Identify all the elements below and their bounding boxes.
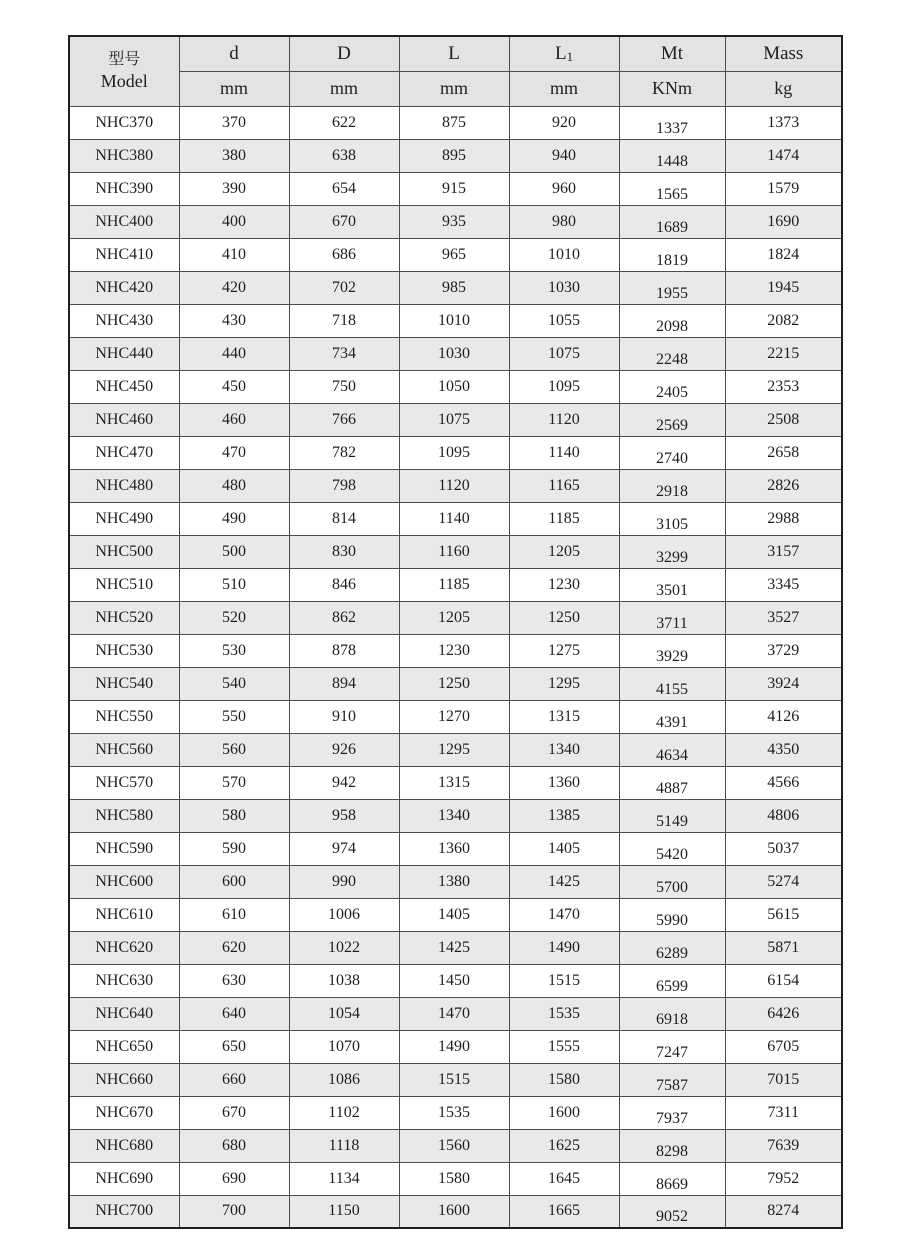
value-cell: 862 (289, 601, 399, 634)
value-cell: 766 (289, 403, 399, 436)
value-cell: 590 (179, 832, 289, 865)
value-cell: 1337 (619, 106, 725, 139)
table-row (69, 601, 842, 634)
value-cell: 2082 (725, 304, 842, 337)
model-cell: NHC690 (69, 1162, 179, 1195)
value-cell: 1600 (399, 1195, 509, 1228)
value-cell: 4350 (725, 733, 842, 766)
table-row (69, 370, 842, 403)
value-cell: 380 (179, 139, 289, 172)
value-cell: 2508 (725, 403, 842, 436)
value-cell: 638 (289, 139, 399, 172)
model-cell: NHC480 (69, 469, 179, 502)
value-cell: 3345 (725, 568, 842, 601)
value-cell: 1070 (289, 1030, 399, 1063)
value-cell: 7247 (619, 1030, 725, 1063)
table-row (69, 535, 842, 568)
value-cell: 1160 (399, 535, 509, 568)
value-cell: 1824 (725, 238, 842, 271)
value-cell: 1275 (509, 634, 619, 667)
value-cell: 1360 (399, 832, 509, 865)
value-cell: 1205 (509, 535, 619, 568)
value-cell: 1075 (399, 403, 509, 436)
value-cell: 1030 (399, 337, 509, 370)
value-cell: 702 (289, 271, 399, 304)
table-row (69, 106, 842, 139)
value-cell: 630 (179, 964, 289, 997)
model-cell: NHC560 (69, 733, 179, 766)
table-row (69, 733, 842, 766)
value-cell: 3501 (619, 568, 725, 601)
value-cell: 6599 (619, 964, 725, 997)
value-cell: 1134 (289, 1162, 399, 1195)
unit-d: mm (179, 71, 289, 106)
value-cell: 654 (289, 172, 399, 205)
model-cell: NHC700 (69, 1195, 179, 1228)
value-cell: 1490 (509, 931, 619, 964)
value-cell: 1022 (289, 931, 399, 964)
table-header (69, 36, 842, 106)
value-cell: 1270 (399, 700, 509, 733)
value-cell: 2569 (619, 403, 725, 436)
model-cell: NHC490 (69, 502, 179, 535)
value-cell: 560 (179, 733, 289, 766)
value-cell: 1118 (289, 1129, 399, 1162)
table-row (69, 1096, 842, 1129)
value-cell: 410 (179, 238, 289, 271)
value-cell: 5700 (619, 865, 725, 898)
model-cell: NHC550 (69, 700, 179, 733)
table-row (69, 436, 842, 469)
value-cell: 1555 (509, 1030, 619, 1063)
value-cell: 2918 (619, 469, 725, 502)
value-cell: 1819 (619, 238, 725, 271)
value-cell: 5274 (725, 865, 842, 898)
col-header-d: d (179, 36, 289, 71)
model-cell: NHC580 (69, 799, 179, 832)
value-cell: 1515 (399, 1063, 509, 1096)
value-cell: 1250 (509, 601, 619, 634)
value-cell: 1450 (399, 964, 509, 997)
table-row (69, 865, 842, 898)
value-cell: 622 (289, 106, 399, 139)
value-cell: 920 (509, 106, 619, 139)
value-cell: 3527 (725, 601, 842, 634)
value-cell: 1315 (509, 700, 619, 733)
table-row (69, 1195, 842, 1228)
value-cell: 5990 (619, 898, 725, 931)
value-cell: 470 (179, 436, 289, 469)
value-cell: 782 (289, 436, 399, 469)
value-cell: 6154 (725, 964, 842, 997)
value-cell: 1385 (509, 799, 619, 832)
value-cell: 1102 (289, 1096, 399, 1129)
value-cell: 686 (289, 238, 399, 271)
table-row (69, 1129, 842, 1162)
value-cell: 1955 (619, 271, 725, 304)
model-header-zh: 型号 (108, 51, 141, 68)
value-cell: 3157 (725, 535, 842, 568)
value-cell: 580 (179, 799, 289, 832)
value-cell: 1579 (725, 172, 842, 205)
value-cell: 734 (289, 337, 399, 370)
value-cell: 2098 (619, 304, 725, 337)
value-cell: 1140 (399, 502, 509, 535)
value-cell: 390 (179, 172, 289, 205)
table-row (69, 964, 842, 997)
value-cell: 878 (289, 634, 399, 667)
table-row (69, 502, 842, 535)
value-cell: 894 (289, 667, 399, 700)
table-row (69, 766, 842, 799)
value-cell: 670 (179, 1096, 289, 1129)
unit-D: mm (289, 71, 399, 106)
value-cell: 440 (179, 337, 289, 370)
value-cell: 1448 (619, 139, 725, 172)
value-cell: 1038 (289, 964, 399, 997)
unit-Mass: kg (725, 71, 842, 106)
value-cell: 7587 (619, 1063, 725, 1096)
value-cell: 6289 (619, 931, 725, 964)
value-cell: 6426 (725, 997, 842, 1030)
model-cell: NHC390 (69, 172, 179, 205)
value-cell: 1405 (399, 898, 509, 931)
value-cell: 4887 (619, 766, 725, 799)
value-cell: 7937 (619, 1096, 725, 1129)
value-cell: 1600 (509, 1096, 619, 1129)
value-cell: 3711 (619, 601, 725, 634)
model-cell: NHC660 (69, 1063, 179, 1096)
value-cell: 600 (179, 865, 289, 898)
table-row (69, 997, 842, 1030)
model-cell: NHC470 (69, 436, 179, 469)
value-cell: 960 (509, 172, 619, 205)
value-cell: 2658 (725, 436, 842, 469)
value-cell: 1945 (725, 271, 842, 304)
value-cell: 4806 (725, 799, 842, 832)
model-cell: NHC620 (69, 931, 179, 964)
value-cell: 935 (399, 205, 509, 238)
table-row (69, 1162, 842, 1195)
value-cell: 1185 (509, 502, 619, 535)
value-cell: 1665 (509, 1195, 619, 1228)
table-row (69, 1030, 842, 1063)
value-cell: 1373 (725, 106, 842, 139)
value-cell: 690 (179, 1162, 289, 1195)
table-body (69, 106, 842, 1228)
model-cell: NHC430 (69, 304, 179, 337)
value-cell: 670 (289, 205, 399, 238)
model-cell: NHC410 (69, 238, 179, 271)
value-cell: 450 (179, 370, 289, 403)
value-cell: 2988 (725, 502, 842, 535)
value-cell: 4566 (725, 766, 842, 799)
value-cell: 1625 (509, 1129, 619, 1162)
model-header-en: Model (100, 71, 148, 91)
value-cell: 814 (289, 502, 399, 535)
value-cell: 965 (399, 238, 509, 271)
unit-L1: mm (509, 71, 619, 106)
value-cell: 1095 (399, 436, 509, 469)
value-cell: 570 (179, 766, 289, 799)
value-cell: 1580 (399, 1162, 509, 1195)
value-cell: 1470 (509, 898, 619, 931)
value-cell: 1690 (725, 205, 842, 238)
value-cell: 1295 (399, 733, 509, 766)
value-cell: 480 (179, 469, 289, 502)
value-cell: 980 (509, 205, 619, 238)
value-cell: 1120 (509, 403, 619, 436)
value-cell: 830 (289, 535, 399, 568)
value-cell: 910 (289, 700, 399, 733)
value-cell: 1230 (399, 634, 509, 667)
model-cell: NHC380 (69, 139, 179, 172)
value-cell: 1140 (509, 436, 619, 469)
value-cell: 8669 (619, 1162, 725, 1195)
table-row (69, 568, 842, 601)
table-row (69, 271, 842, 304)
value-cell: 1055 (509, 304, 619, 337)
value-cell: 875 (399, 106, 509, 139)
table-row (69, 304, 842, 337)
value-cell: 798 (289, 469, 399, 502)
value-cell: 2740 (619, 436, 725, 469)
model-cell: NHC450 (69, 370, 179, 403)
value-cell: 1360 (509, 766, 619, 799)
value-cell: 620 (179, 931, 289, 964)
model-cell: NHC500 (69, 535, 179, 568)
model-cell: NHC590 (69, 832, 179, 865)
value-cell: 550 (179, 700, 289, 733)
value-cell: 990 (289, 865, 399, 898)
table-row (69, 172, 842, 205)
value-cell: 1086 (289, 1063, 399, 1096)
value-cell: 6918 (619, 997, 725, 1030)
value-cell: 1645 (509, 1162, 619, 1195)
value-cell: 1474 (725, 139, 842, 172)
header-row-units (69, 71, 842, 106)
value-cell: 3729 (725, 634, 842, 667)
model-cell: NHC650 (69, 1030, 179, 1063)
model-cell: NHC540 (69, 667, 179, 700)
model-cell: NHC370 (69, 106, 179, 139)
value-cell: 7015 (725, 1063, 842, 1096)
value-cell: 1535 (509, 997, 619, 1030)
table-row (69, 205, 842, 238)
value-cell: 942 (289, 766, 399, 799)
model-cell: NHC680 (69, 1129, 179, 1162)
value-cell: 370 (179, 106, 289, 139)
table-row (69, 667, 842, 700)
value-cell: 700 (179, 1195, 289, 1228)
value-cell: 1230 (509, 568, 619, 601)
value-cell: 610 (179, 898, 289, 931)
value-cell: 5615 (725, 898, 842, 931)
value-cell: 1205 (399, 601, 509, 634)
model-cell: NHC600 (69, 865, 179, 898)
value-cell: 420 (179, 271, 289, 304)
value-cell: 4126 (725, 700, 842, 733)
table-row (69, 403, 842, 436)
col-header-L: L (399, 36, 509, 71)
value-cell: 895 (399, 139, 509, 172)
value-cell: 7311 (725, 1096, 842, 1129)
value-cell: 540 (179, 667, 289, 700)
value-cell: 1470 (399, 997, 509, 1030)
value-cell: 8274 (725, 1195, 842, 1228)
value-cell: 510 (179, 568, 289, 601)
table-row (69, 469, 842, 502)
value-cell: 660 (179, 1063, 289, 1096)
value-cell: 750 (289, 370, 399, 403)
value-cell: 680 (179, 1129, 289, 1162)
value-cell: 1006 (289, 898, 399, 931)
value-cell: 846 (289, 568, 399, 601)
value-cell: 1165 (509, 469, 619, 502)
col-header-model (69, 36, 179, 106)
value-cell: 4634 (619, 733, 725, 766)
unit-L: mm (399, 71, 509, 106)
value-cell: 1515 (509, 964, 619, 997)
model-cell: NHC460 (69, 403, 179, 436)
unit-Mt: KNm (619, 71, 725, 106)
value-cell: 640 (179, 997, 289, 1030)
value-cell: 7952 (725, 1162, 842, 1195)
value-cell: 3299 (619, 535, 725, 568)
col-header-Mt: Mt (619, 36, 725, 71)
value-cell: 5871 (725, 931, 842, 964)
value-cell: 958 (289, 799, 399, 832)
model-cell: NHC510 (69, 568, 179, 601)
value-cell: 1560 (399, 1129, 509, 1162)
value-cell: 1250 (399, 667, 509, 700)
value-cell: 940 (509, 139, 619, 172)
value-cell: 985 (399, 271, 509, 304)
value-cell: 6705 (725, 1030, 842, 1063)
value-cell: 1120 (399, 469, 509, 502)
value-cell: 2248 (619, 337, 725, 370)
table-row (69, 898, 842, 931)
value-cell: 1580 (509, 1063, 619, 1096)
value-cell: 1425 (509, 865, 619, 898)
value-cell: 926 (289, 733, 399, 766)
value-cell: 1030 (509, 271, 619, 304)
model-cell: NHC520 (69, 601, 179, 634)
value-cell: 5037 (725, 832, 842, 865)
value-cell: 8298 (619, 1129, 725, 1162)
value-cell: 1010 (509, 238, 619, 271)
table-row (69, 1063, 842, 1096)
value-cell: 2405 (619, 370, 725, 403)
value-cell: 1425 (399, 931, 509, 964)
value-cell: 7639 (725, 1129, 842, 1162)
value-cell: 650 (179, 1030, 289, 1063)
header-row-labels (69, 36, 842, 71)
table-row (69, 634, 842, 667)
value-cell: 5149 (619, 799, 725, 832)
table-row (69, 832, 842, 865)
value-cell: 490 (179, 502, 289, 535)
model-cell: NHC630 (69, 964, 179, 997)
model-cell: NHC670 (69, 1096, 179, 1129)
value-cell: 4391 (619, 700, 725, 733)
value-cell: 1340 (399, 799, 509, 832)
value-cell: 1295 (509, 667, 619, 700)
col-header-L1: L1 (509, 36, 619, 71)
value-cell: 1010 (399, 304, 509, 337)
value-cell: 5420 (619, 832, 725, 865)
value-cell: 1490 (399, 1030, 509, 1063)
table-row (69, 337, 842, 370)
value-cell: 9052 (619, 1195, 725, 1228)
value-cell: 430 (179, 304, 289, 337)
value-cell: 530 (179, 634, 289, 667)
model-cell: NHC610 (69, 898, 179, 931)
value-cell: 1405 (509, 832, 619, 865)
value-cell: 1185 (399, 568, 509, 601)
value-cell: 1689 (619, 205, 725, 238)
value-cell: 974 (289, 832, 399, 865)
value-cell: 3105 (619, 502, 725, 535)
model-cell: NHC530 (69, 634, 179, 667)
value-cell: 1340 (509, 733, 619, 766)
value-cell: 718 (289, 304, 399, 337)
value-cell: 1095 (509, 370, 619, 403)
spec-table (68, 35, 843, 1229)
value-cell: 3924 (725, 667, 842, 700)
subscript: 1 (566, 48, 574, 64)
table-row (69, 139, 842, 172)
table-row (69, 931, 842, 964)
value-cell: 1050 (399, 370, 509, 403)
value-cell: 2215 (725, 337, 842, 370)
value-cell: 2826 (725, 469, 842, 502)
col-header-Mass: Mass (725, 36, 842, 71)
value-cell: 1075 (509, 337, 619, 370)
value-cell: 1054 (289, 997, 399, 1030)
value-cell: 460 (179, 403, 289, 436)
value-cell: 3929 (619, 634, 725, 667)
value-cell: 915 (399, 172, 509, 205)
value-cell: 1535 (399, 1096, 509, 1129)
model-cell: NHC640 (69, 997, 179, 1030)
table-row (69, 700, 842, 733)
value-cell: 1150 (289, 1195, 399, 1228)
model-cell: NHC400 (69, 205, 179, 238)
value-cell: 520 (179, 601, 289, 634)
model-cell: NHC420 (69, 271, 179, 304)
table-row (69, 799, 842, 832)
value-cell: 1315 (399, 766, 509, 799)
table-row (69, 238, 842, 271)
value-cell: 500 (179, 535, 289, 568)
model-cell: NHC440 (69, 337, 179, 370)
col-header-D: D (289, 36, 399, 71)
value-cell: 4155 (619, 667, 725, 700)
value-cell: 1380 (399, 865, 509, 898)
model-cell: NHC570 (69, 766, 179, 799)
value-cell: 1565 (619, 172, 725, 205)
value-cell: 2353 (725, 370, 842, 403)
value-cell: 400 (179, 205, 289, 238)
